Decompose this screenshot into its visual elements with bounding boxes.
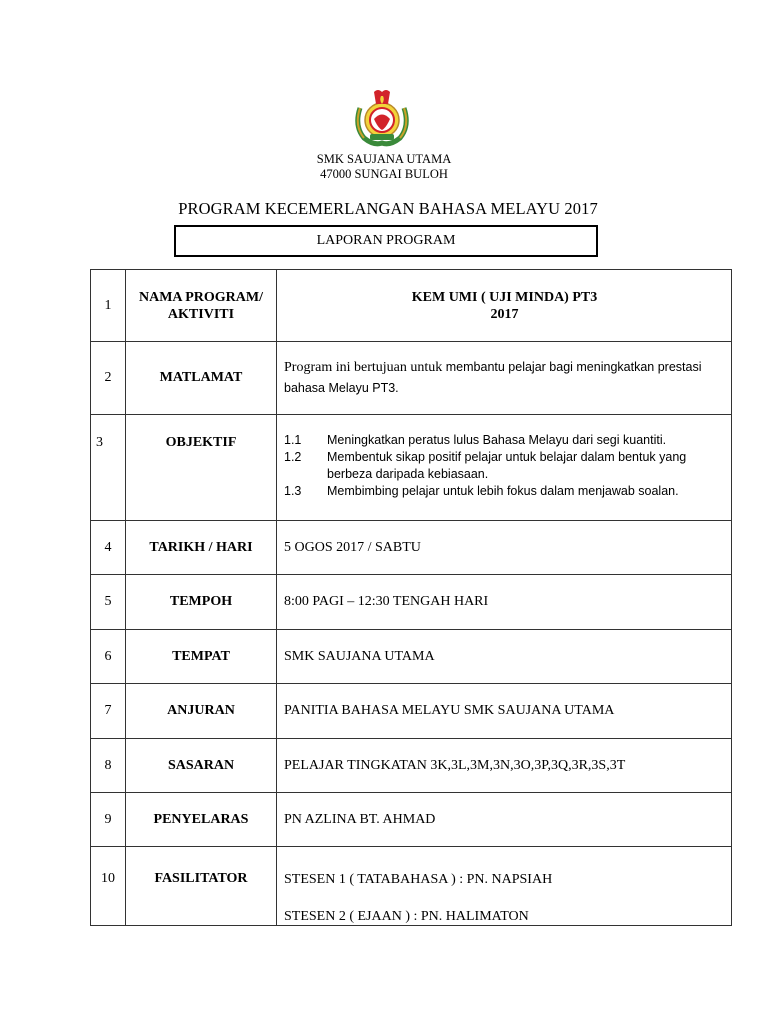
school-address: 47000 SUNGAI BULOH — [320, 167, 448, 181]
row-value — [277, 270, 732, 342]
table-row — [91, 793, 732, 847]
school-name: SMK SAUJANA UTAMA — [316, 152, 452, 166]
row-value — [277, 415, 732, 521]
row-label: TEMPOH — [126, 575, 277, 630]
table-row — [91, 575, 732, 630]
row-number: 8 — [91, 739, 126, 793]
program-name: KEM UMI ( UJI MINDA) PT3 — [411, 289, 598, 305]
row-value: 8:00 PAGI – 12:30 TENGAH HARI — [277, 575, 732, 630]
table-row — [91, 684, 732, 739]
objective-list — [284, 432, 725, 500]
row-number: 2 — [91, 342, 126, 415]
row-label: PENYELARAS — [126, 793, 277, 847]
program-year: 2017 — [490, 306, 519, 322]
goal-prefix: Program ini bertujuan untuk — [284, 360, 446, 375]
school-crest-icon — [350, 86, 414, 148]
row-number: 3 — [91, 415, 126, 521]
table-row — [91, 521, 732, 575]
row-number: 7 — [91, 684, 126, 739]
table-row — [91, 342, 732, 415]
row-label: MATLAMAT — [126, 342, 277, 415]
table-row — [91, 739, 732, 793]
row-value — [277, 342, 732, 415]
row-number: 5 — [91, 575, 126, 630]
goal-text: membantu pelajar bagi meningkatkan prestasi bahasa Melayu PT3. — [284, 360, 702, 395]
row-label: OBJEKTIF — [126, 415, 277, 521]
row-label: ANJURAN — [126, 684, 277, 739]
row-label: TARIKH / HARI — [126, 521, 277, 575]
row-label: SASARAN — [126, 739, 277, 793]
facilitator-line: STESEN 2 ( EJAAN ) : PN. HALIMATON — [284, 909, 529, 924]
table-row — [91, 630, 732, 684]
row-value: 5 OGOS 2017 / SABTU — [277, 521, 732, 575]
list-item: 1.1 Meningkatkan peratus lulus Bahasa Melayu dari segi kuantiti. — [284, 433, 667, 447]
row-value: PANITIA BAHASA MELAYU SMK SAUJANA UTAMA — [277, 684, 732, 739]
list-item: 1.2 Membentuk sikap positif pelajar untuk belajar dalam bentuk yang berbeza daripada kebiasaan. — [284, 450, 687, 481]
facilitator-line: STESEN 1 ( TATABAHASA ) : PN. NAPSIAH — [284, 872, 553, 887]
row-label: NAMA PROGRAM/ AKTIVITI — [126, 270, 277, 342]
table-row — [91, 270, 732, 342]
row-value: SMK SAUJANA UTAMA — [277, 630, 732, 684]
row-number: 9 — [91, 793, 126, 847]
table-row — [91, 847, 732, 926]
row-label: FASILITATOR — [126, 847, 277, 926]
row-number: 4 — [91, 521, 126, 575]
row-value — [277, 847, 732, 926]
list-item: 1.3 Membimbing pelajar untuk lebih fokus dalam menjawab soalan. — [284, 484, 679, 498]
row-label: TEMPAT — [126, 630, 277, 684]
table-row — [91, 415, 732, 521]
program-info-table — [90, 269, 732, 926]
row-value: PELAJAR TINGKATAN 3K,3L,3M,3N,3O,3P,3Q,3R,3S,3T — [277, 739, 732, 793]
report-label-box: LAPORAN PROGRAM — [174, 225, 598, 257]
row-number: 1 — [91, 270, 126, 342]
row-number: 6 — [91, 630, 126, 684]
row-value: PN AZLINA BT. AHMAD — [277, 793, 732, 847]
program-title: PROGRAM KECEMERLANGAN BAHASA MELAYU 2017 — [178, 199, 598, 218]
row-number: 10 — [91, 847, 126, 926]
